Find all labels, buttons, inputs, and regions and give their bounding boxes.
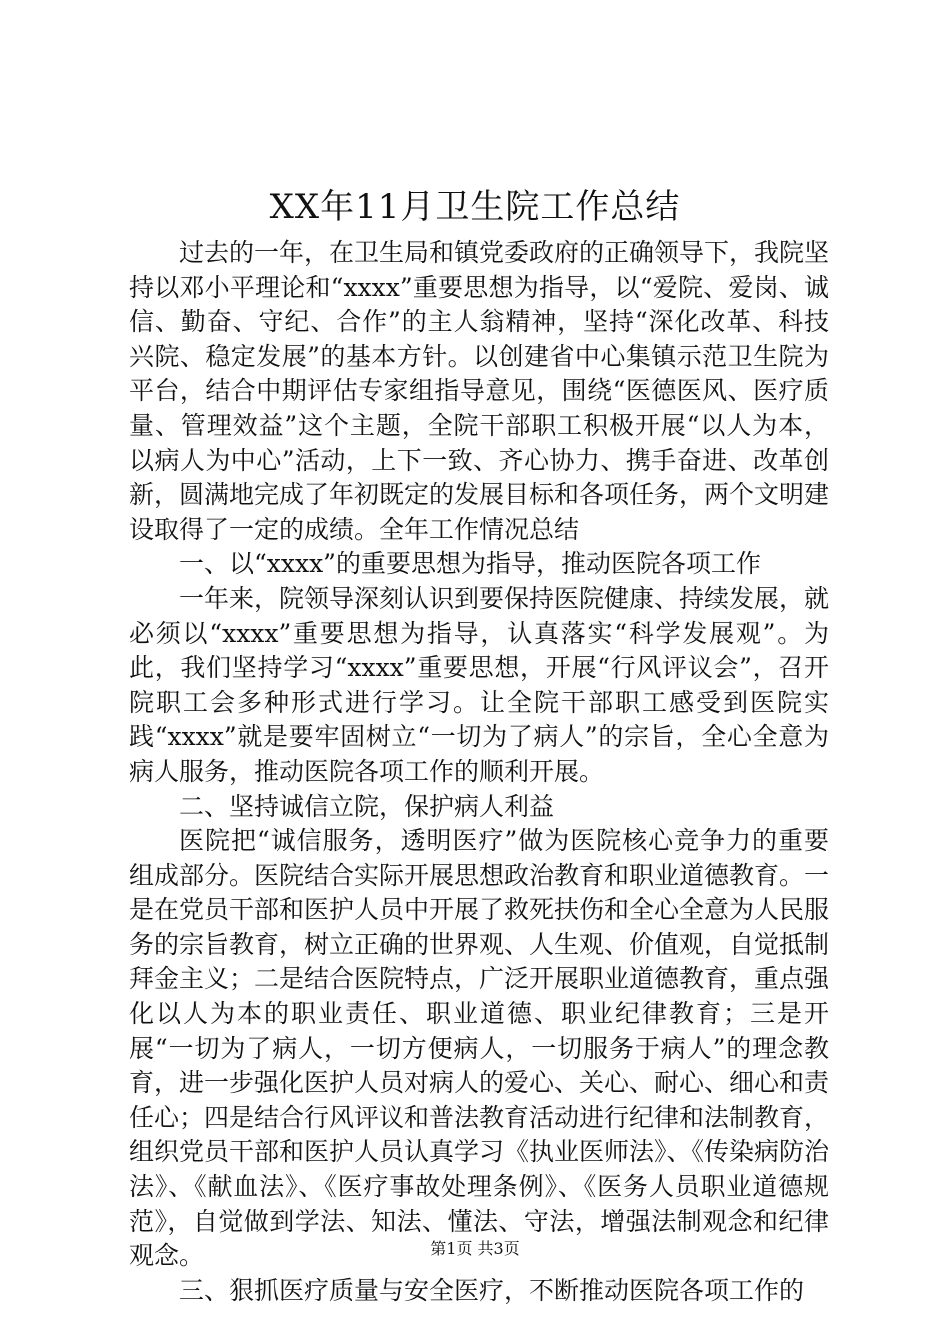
document-body — [129, 236, 829, 1308]
document-title: XX年11月卫生院工作总结 — [269, 187, 681, 227]
section-heading-2: 二、坚持诚信立院，保护病人利益 — [179, 791, 555, 821]
paragraph-section-1: 一年来，院领导深刻认识到要保持医院健康、持续发展，就必须以“xxxx”重要思想为指导，认真落实“科学发展观”。为此，我们坚持学习“xxxx”重要思想，开展“行风评议会”，召开院职工会多种形式进行学习。让全院干部职工感受到医院实践“xxxx”就是要牢固树立“一切为了病人”的宗旨，全心全意为病人服务，推动医院各项工作的顺利开展。 — [129, 583, 830, 786]
section-heading-1: 一、以“xxxx”的重要思想为指导，推动医院各项工作 — [179, 549, 761, 579]
paragraph-section-2: 医院把“诚信服务，透明医疗”做为医院核心竞争力的重要组成部分。医院结合实际开展思想政治教育和职业道德教育。一是在党员干部和医护人员中开展了救死扶伤和全心全意为人民服务的宗旨教育，树立正确的世界观、人生观、价值观，自觉抵制拜金主义；二是结合医院特点，广泛开展职业道德教育，重点强化以人为本的职业责任、职业道德、职业纪律教育；三是开展“一切为了病人，一切方便病人，一切服务于病人”的理念教育，进一步强化医护人员对病人的爱心、关心、耐心、细心和责任心；四是结合行风评议和普法教育活动进行纪律和法制教育，组织党员干部和医护人员认真学习《执业医师法》、《传染病防治法》、《献血法》、《医疗事故处理条例》、《医务人员职业道德规范》，自觉做到学法、知法、懂法、守法，增强法制观念和纪律观念。 — [129, 826, 830, 1271]
page-footer: 第1页 共3页 — [430, 1239, 520, 1258]
section-heading-3: 三、狠抓医疗质量与安全医疗，不断推动医院各项工作的 — [179, 1275, 805, 1305]
paragraph-intro: 过去的一年，在卫生局和镇党委政府的正确领导下，我院坚持以邓小平理论和“xxxx”重要思想为指导，以“爱院、爱岗、诚信、勤奋、守纪、合作”的主人翁精神，坚持“深化改革、科技兴院、稳定发展”的基本方针。以创建省中心集镇示范卫生院为平台，结合中期评估专家组指导意见，围绕“医德医风、医疗质量、管理效益”这个主题，全院干部职工积极开展“以人为本，以病人为中心”活动，上下一致、齐心协力、携手奋进、改革创新，圆满地完成了年初既定的发展目标和各项任务，两个文明建设取得了一定的成绩。全年工作情况总结 — [129, 238, 830, 544]
